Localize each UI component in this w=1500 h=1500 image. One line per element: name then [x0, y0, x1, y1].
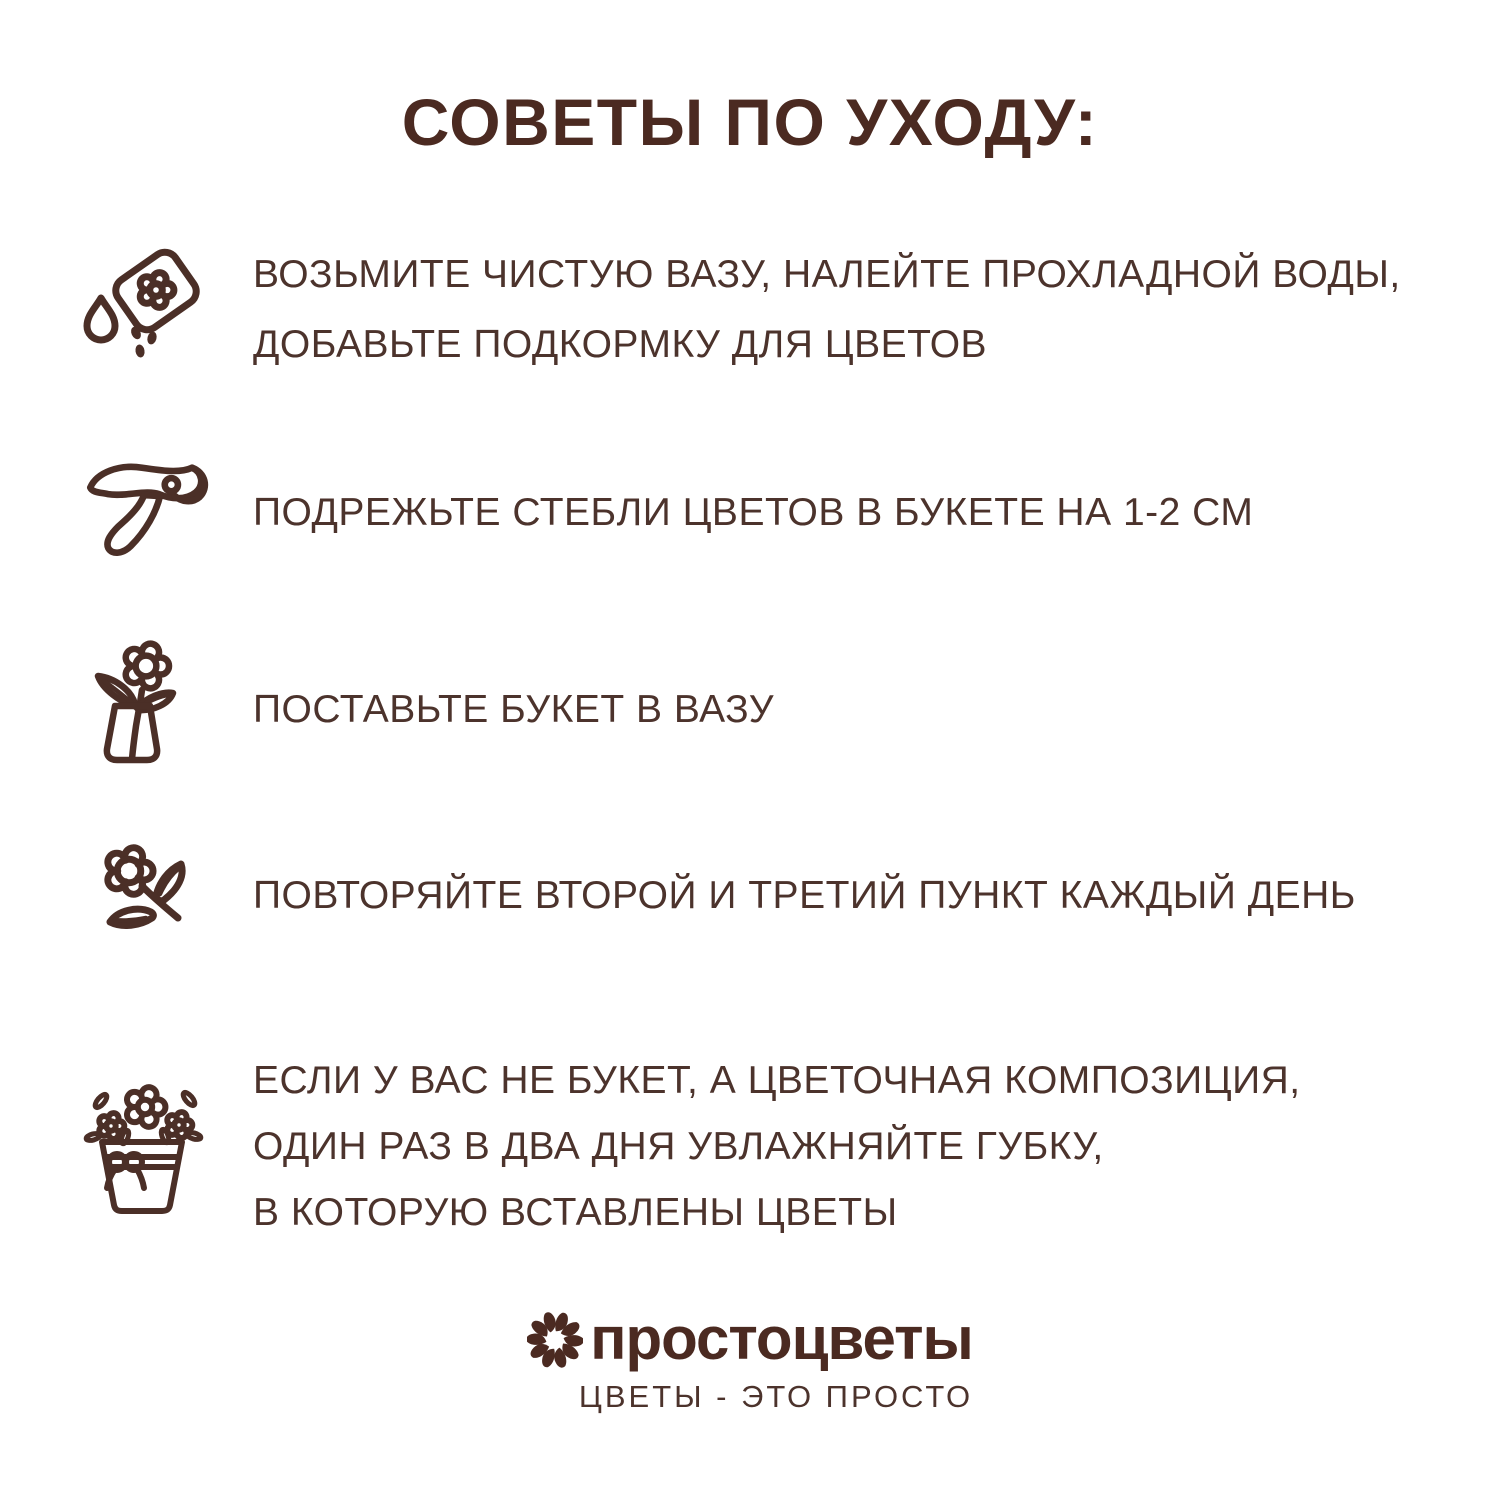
- flower-icon: [78, 836, 210, 956]
- brand-flower-icon: [527, 1312, 583, 1368]
- care-tip-5: [78, 1042, 1301, 1252]
- tip-line: ДОБАВЬТЕ ПОДКОРМКУ ДЛЯ ЦВЕТОВ: [253, 323, 988, 366]
- brand-footer: [0, 1304, 1500, 1415]
- care-tip-1: [78, 225, 1401, 395]
- tip-line: ОДИН РАЗ В ДВА ДНЯ УВЛАЖНЯЙТЕ ГУБКУ,: [253, 1125, 1104, 1168]
- care-tip-3: [78, 640, 774, 780]
- care-tip-1-text: [253, 240, 1401, 380]
- page-title: СОВЕТЫ ПО УХОДУ:: [401, 85, 1099, 159]
- tip-line: ВОЗЬМИТЕ ЧИСТУЮ ВАЗУ, НАЛЕЙТЕ ПРОХЛАДНОЙ ВОДЫ,: [253, 253, 1401, 296]
- brand-tagline: ЦВЕТЫ - ЭТО ПРОСТО: [578, 1379, 974, 1414]
- brand-logo: [0, 1304, 1500, 1373]
- care-tip-2-text: [253, 479, 1253, 547]
- tip-line: ЕСЛИ У ВАС НЕ БУКЕТ, А ЦВЕТОЧНАЯ КОМПОЗИЦИЯ,: [253, 1059, 1301, 1102]
- pruning-shears-icon: [78, 448, 210, 578]
- tip-line: ПОДРЕЖЬТЕ СТЕБЛИ ЦВЕТОВ В БУКЕТЕ НА 1-2 СМ: [253, 490, 1254, 534]
- care-tip-4: [78, 828, 1356, 963]
- tip-line: ПОВТОРЯЙТЕ ВТОРОЙ И ТРЕТИЙ ПУНКТ КАЖДЫЙ ДЕНЬ: [253, 873, 1356, 917]
- flower-pot-icon: [78, 1077, 210, 1217]
- care-tip-4-text: [253, 862, 1356, 930]
- care-tip-2: [78, 445, 1253, 580]
- care-tip-3-text: [253, 676, 774, 744]
- flower-in-vase-icon: [78, 640, 210, 780]
- fertilizer-packet-icon: [78, 245, 210, 375]
- tip-line: ПОСТАВЬТЕ БУКЕТ В ВАЗУ: [253, 688, 775, 731]
- brand-name: простоцветы: [590, 1305, 973, 1372]
- care-tip-5-text: [253, 1048, 1301, 1246]
- tip-line: В КОТОРУЮ ВСТАВЛЕНЫ ЦВЕТЫ: [253, 1191, 898, 1234]
